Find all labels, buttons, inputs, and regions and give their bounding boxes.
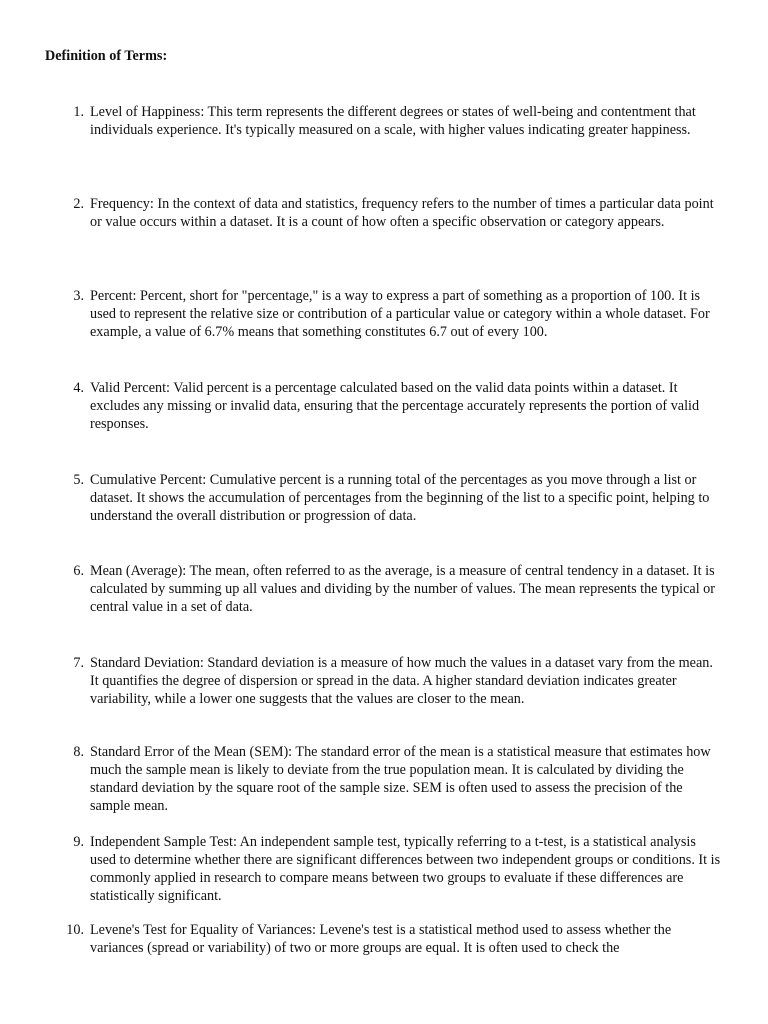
term-number: 6.	[73, 563, 84, 579]
term-definition: Independent Sample Test: An independent sample test, typically referring to a t-test, is a statistical analysis used to determine whether there are significant differences between two independent groups or conditions. It is commonly applied in research to compare means between two groups to evaluate if these differences are statistically significant.	[90, 834, 721, 904]
term-definition: Percent: Percent, short for "percentage," is a way to express a part of something as a proportion of 100. It is used to represent the relative size or contribution of a particular value or category within a whole dataset. For example, a value of 6.7% means that something constitutes 6.7 out of every 100.	[90, 288, 710, 340]
term-number: 3.	[73, 288, 84, 304]
term-number: 10.	[66, 922, 84, 938]
term-definition: Frequency: In the context of data and statistics, frequency refers to the number of times a particular data point or value occurs within a dataset. It is a count of how often a specific observation or category appears.	[90, 196, 714, 230]
term-definition: Level of Happiness: This term represents the different degrees or states of well-being and contentment that individuals experience. It's typically measured on a scale, with higher values indicating greater happiness.	[90, 104, 696, 138]
term-definition: Mean (Average): The mean, often referred to as the average, is a measure of central tendency in a dataset. It is calculated by summing up all values and dividing by the number of values. The mean represents the typical or central value in a set of data.	[90, 563, 715, 615]
term-number: 1.	[73, 104, 84, 120]
term-number: 5.	[73, 472, 84, 488]
term-definition: Standard Error of the Mean (SEM): The standard error of the mean is a statistical measure that estimates how much the sample mean is likely to deviate from the true population mean. It is calculated by dividing the standard deviation by the square root of the sample size. SEM is often used to assess the precision of the sample mean.	[90, 744, 711, 814]
page-heading: Definition of Terms:	[45, 48, 168, 64]
term-number: 8.	[73, 744, 84, 760]
term-number: 7.	[73, 655, 84, 671]
term-definition: Standard Deviation: Standard deviation is a measure of how much the values in a dataset vary from the mean. It quantifies the degree of dispersion or spread in the data. A higher standard deviation indicates greater variability, while a lower one suggests that the values are closer to the mean.	[90, 655, 713, 707]
term-definition: Cumulative Percent: Cumulative percent is a running total of the percentages as you move through a list or dataset. It shows the accumulation of percentages from the beginning of the list to a specific point, helping to understand the overall distribution or progression of data.	[90, 472, 710, 524]
term-number: 2.	[73, 196, 84, 212]
term-definition: Levene's Test for Equality of Variances: Levene's test is a statistical method used to assess whether the variances (spread or variability) of two or more groups are equal. It is often used to check the	[90, 922, 672, 956]
term-number: 9.	[73, 834, 84, 850]
term-number: 4.	[73, 380, 84, 396]
term-definition: Valid Percent: Valid percent is a percentage calculated based on the valid data points within a dataset. It excludes any missing or invalid data, ensuring that the percentage accurately represents the portion of valid responses.	[90, 380, 700, 432]
